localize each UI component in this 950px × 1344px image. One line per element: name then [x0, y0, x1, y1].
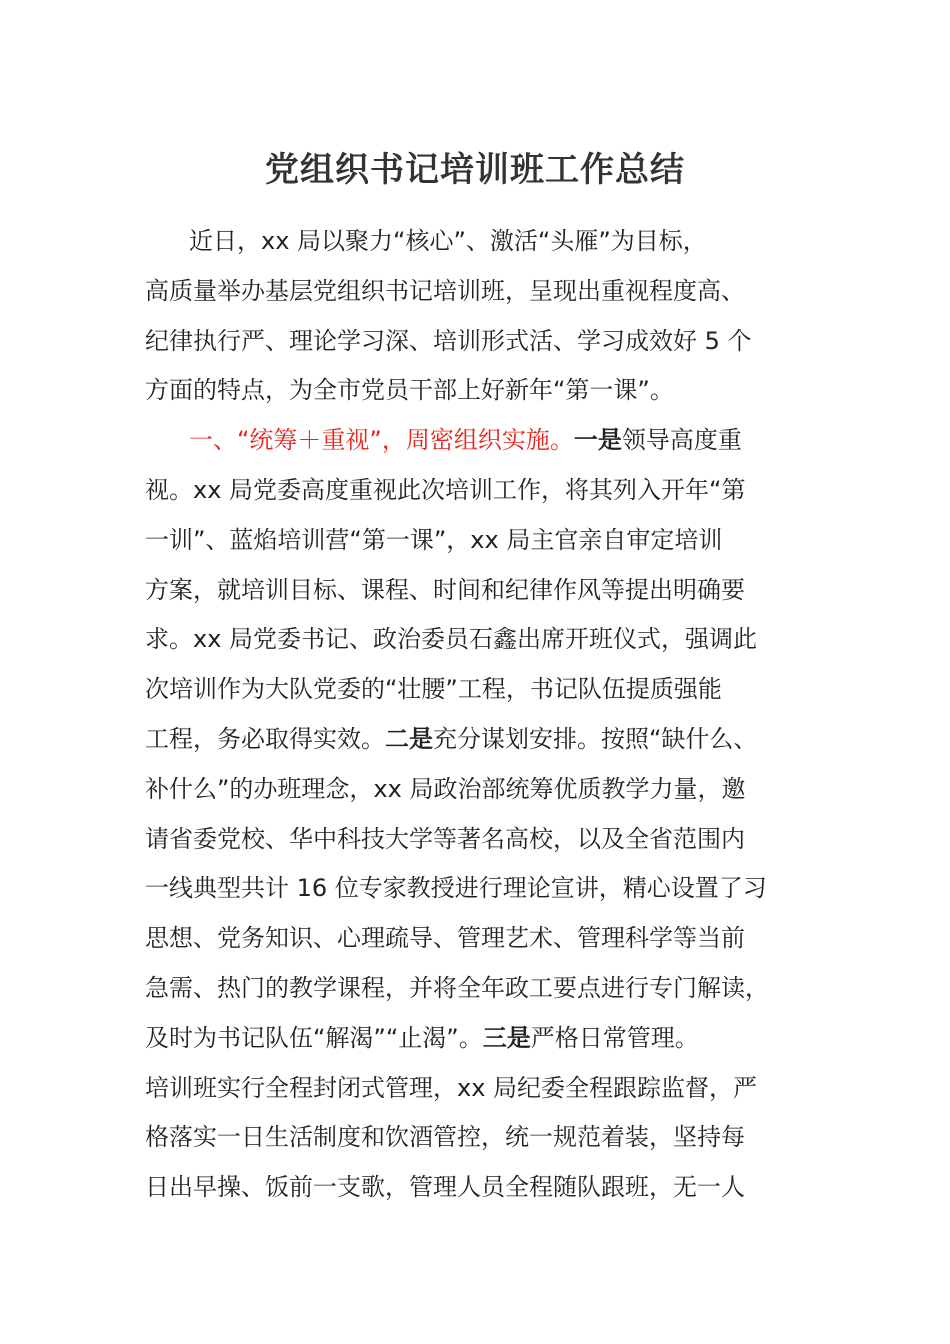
- text-line: [145, 665, 807, 715]
- text-line: [145, 217, 807, 267]
- text-line: [145, 914, 807, 964]
- paragraph-text: 思想、党务知识、心理疏导、管理艺术、管理科学等当前: [145, 924, 745, 953]
- point-marker: 一是: [573, 426, 622, 455]
- text-line: [145, 864, 807, 914]
- text-line: [145, 1014, 807, 1064]
- paragraph-text: 纪律执行严、理论学习深、培训形式活、学习成效好 5 个: [145, 326, 752, 355]
- text-line: [145, 366, 807, 416]
- paragraph-text: 一线典型共计 16 位专家教授进行理论宣讲，精心设置了习: [145, 874, 767, 903]
- paragraph-text: 补什么”的办班理念，xx 局政治部统筹优质教学力量，邀: [145, 774, 746, 803]
- paragraph-text: 格落实一日生活制度和饮酒管控，统一规范着装，坚持每: [145, 1123, 745, 1152]
- page-title: 党组织书记培训班工作总结: [265, 150, 685, 190]
- paragraph-text: 培训班实行全程封闭式管理，xx 局纪委全程跟踪监督，严: [145, 1073, 758, 1102]
- text-line: [145, 815, 807, 865]
- text-line: [145, 566, 807, 616]
- paragraph-text: 急需、热门的教学课程，并将全年政工要点进行专门解读，: [145, 973, 769, 1002]
- text-line: [145, 416, 807, 466]
- text-line: [145, 1163, 807, 1213]
- paragraph-text: 视。xx 局党委高度重视此次培训工作，将其列入开年“第: [145, 475, 746, 504]
- paragraph-text: 方面的特点，为全市党员干部上好新年“第一课”。: [145, 376, 674, 405]
- paragraph-text: 及时为书记队伍“解渴”“止渴”。: [145, 1023, 483, 1052]
- paragraph-text: 工程，务必取得实效。: [145, 724, 385, 753]
- paragraph-text: 次培训作为大队党委的“壮腰”工程，书记队伍提质强能: [145, 675, 722, 704]
- point-marker: 三是: [482, 1023, 531, 1052]
- text-line: [145, 516, 807, 566]
- document-body: [145, 217, 807, 1213]
- paragraph-text: 请省委党校、华中科技大学等著名高校，以及全省范围内: [145, 824, 745, 853]
- paragraph-text: 充分谋划安排。按照“缺什么、: [433, 724, 758, 753]
- text-line: [145, 964, 807, 1014]
- paragraph-text: 高质量举办基层党组织书记培训班，呈现出重视程度高、: [145, 276, 745, 305]
- paragraph-text: 求。xx 局党委书记、政治委员石鑫出席开班仪式，强调此: [145, 625, 758, 654]
- text-line: [145, 466, 807, 516]
- paragraph-text: 近日，xx 局以聚力“核心”、激活“头雁”为目标，: [189, 227, 707, 255]
- text-line: [145, 715, 807, 765]
- section-heading: 一、“统筹＋重视”，周密组织实施。: [189, 426, 574, 455]
- text-line: [145, 1064, 807, 1114]
- text-line: [145, 615, 807, 665]
- paragraph-text: 领导高度重: [621, 426, 742, 455]
- text-line: [145, 267, 807, 317]
- point-marker: 二是: [385, 724, 433, 753]
- text-line: [145, 317, 807, 367]
- text-line: [145, 765, 807, 815]
- text-line: [145, 1113, 807, 1163]
- paragraph-text: 日出早操、饭前一支歌，管理人员全程随队跟班，无一人: [145, 1173, 745, 1202]
- paragraph-text: 方案，就培训目标、课程、时间和纪律作风等提出明确要: [145, 575, 745, 604]
- paragraph-text: 严格日常管理。: [530, 1023, 699, 1052]
- paragraph-text: 一训”、蓝焰培训营“第一课”，xx 局主官亲自审定培训: [145, 525, 723, 554]
